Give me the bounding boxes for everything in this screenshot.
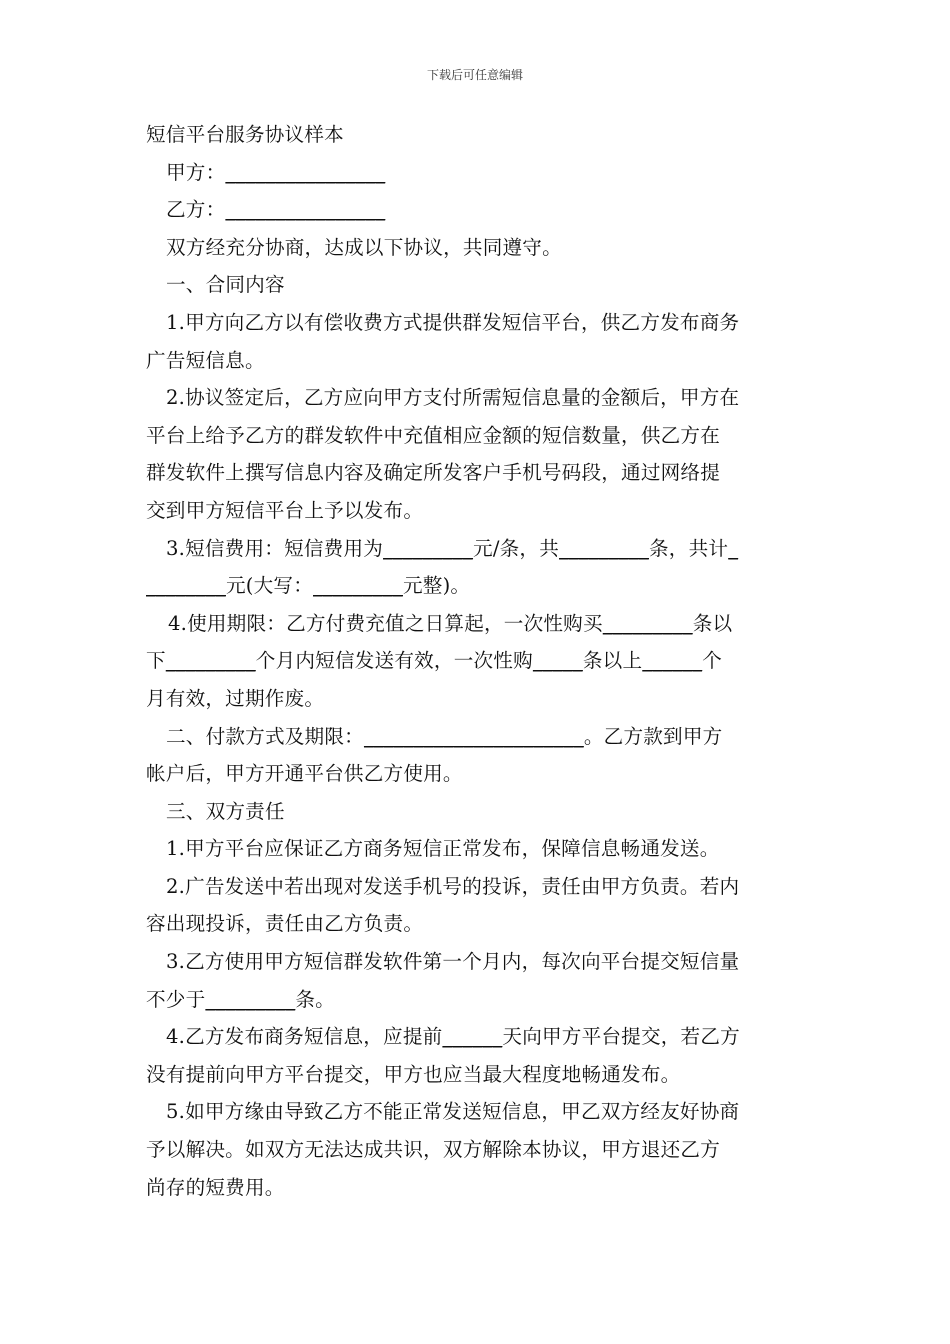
document-line: 二、付款方式及期限：______________________。乙方款到甲方 bbox=[166, 724, 723, 748]
document-line: 1.甲方向乙方以有偿收费方式提供群发短信平台，供乙方发布商务 bbox=[166, 310, 740, 334]
document-line: 双方经充分协商，达成以下协议，共同遵守。 bbox=[166, 235, 562, 259]
document-line: 交到甲方短信平台上予以发布。 bbox=[146, 498, 424, 522]
document-line: 下_________个月内短信发送有效，一次性购_____条以上______个 bbox=[146, 649, 723, 673]
document-line: 尚存的短费用。 bbox=[146, 1175, 285, 1199]
document-line: ________元(大写：_________元整)。 bbox=[146, 574, 471, 598]
document-title: 短信平台服务协议样本 bbox=[146, 123, 344, 146]
document-line: 1.甲方平台应保证乙方商务短信正常发布，保障信息畅通发送。 bbox=[166, 837, 720, 861]
document-line: 不少于_________条。 bbox=[146, 987, 335, 1011]
document-line: 甲方：________________ bbox=[166, 160, 386, 184]
document-line: 5.如甲方缘由导致乙方不能正常发送短信息，甲乙双方经友好协商 bbox=[166, 1100, 740, 1124]
document-line: 平台上给予乙方的群发软件中充值相应金额的短信数量，供乙方在 bbox=[146, 423, 721, 447]
document-line: 广告短信息。 bbox=[146, 348, 265, 372]
document-line: 三、双方责任 bbox=[166, 799, 285, 823]
document-body bbox=[146, 116, 812, 1206]
document-line: 容出现投诉，责任由乙方负责。 bbox=[146, 912, 424, 936]
document-line: 一、合同内容 bbox=[166, 273, 285, 297]
document-line: 3.乙方使用甲方短信群发软件第一个月内，每次向平台提交短信量 bbox=[166, 950, 740, 974]
document-line: 群发软件上撰写信息内容及确定所发客户手机号码段，通过网络提 bbox=[146, 461, 721, 485]
page-header: 下载后可任意编辑 bbox=[426, 68, 523, 82]
document-line: 2.广告发送中若出现对发送手机号的投诉，责任由甲方负责。若内 bbox=[166, 874, 740, 898]
document-line: 2.协议签定后，乙方应向甲方支付所需短信息量的金额后，甲方在 bbox=[166, 386, 740, 410]
document-line: 乙方：________________ bbox=[166, 198, 386, 222]
document-line: 4.使用期限：乙方付费充值之日算起，一次性购买_________条以 bbox=[168, 611, 733, 635]
document-line: 予以解决。如双方无法达成共识，双方解除本协议，甲方退还乙方 bbox=[146, 1138, 721, 1162]
document-line: 3.短信费用：短信费用为_________元/条，共_________条，共计_ bbox=[166, 536, 739, 560]
document-line: 没有提前向甲方平台提交，甲方也应当最大程度地畅通发布。 bbox=[146, 1062, 681, 1086]
document-line: 月有效，过期作废。 bbox=[146, 686, 325, 710]
document-line: 4.乙方发布商务短信息，应提前______天向甲方平台提交，若乙方 bbox=[166, 1025, 740, 1049]
document-line: 帐户后，甲方开通平台供乙方使用。 bbox=[146, 762, 463, 786]
